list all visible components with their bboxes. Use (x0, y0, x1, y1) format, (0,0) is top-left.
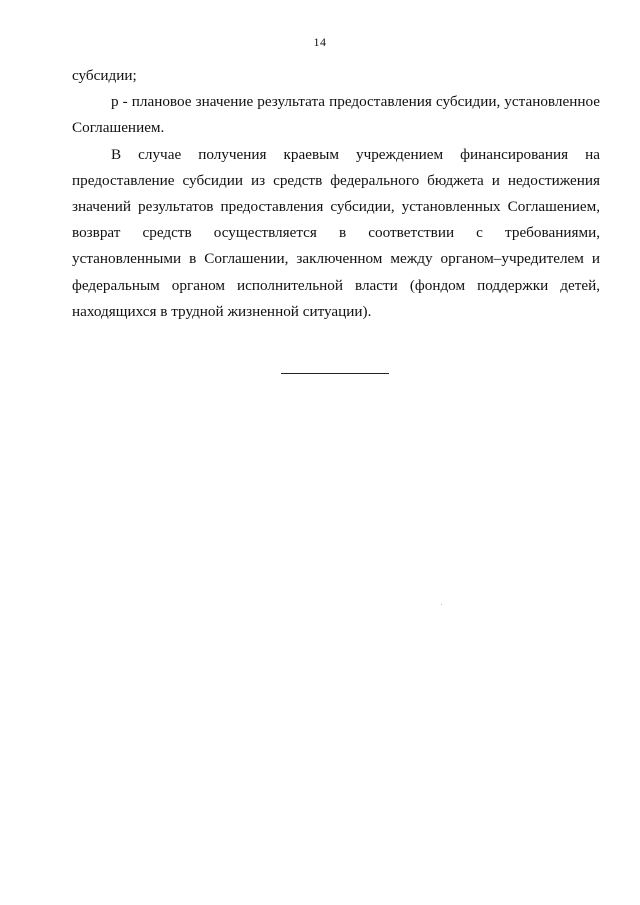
scan-speck (441, 604, 442, 605)
page-number: 14 (313, 35, 327, 49)
document-body (72, 63, 600, 325)
end-of-section-rule (281, 373, 389, 374)
paragraph-definition: p - плановое значение результата предоставления субсидии, установленное Соглашением. (72, 93, 600, 137)
paragraph-continuation: субсидии; (72, 67, 137, 84)
paragraph-refund-conditions: В случае получения краевым учреждением финансирования на предоставление субсидии из средств федерального бюджета и недостижения значений результатов предоставления субсидии, установленных Соглашением, возврат средств осуществляется в соответствии с требованиями, установленными в Соглашении, заключенном между органом–учредителем и федеральным органом исполнительной власти (фондом поддержки детей, находящихся в трудной жизненной ситуации). (72, 145, 600, 320)
